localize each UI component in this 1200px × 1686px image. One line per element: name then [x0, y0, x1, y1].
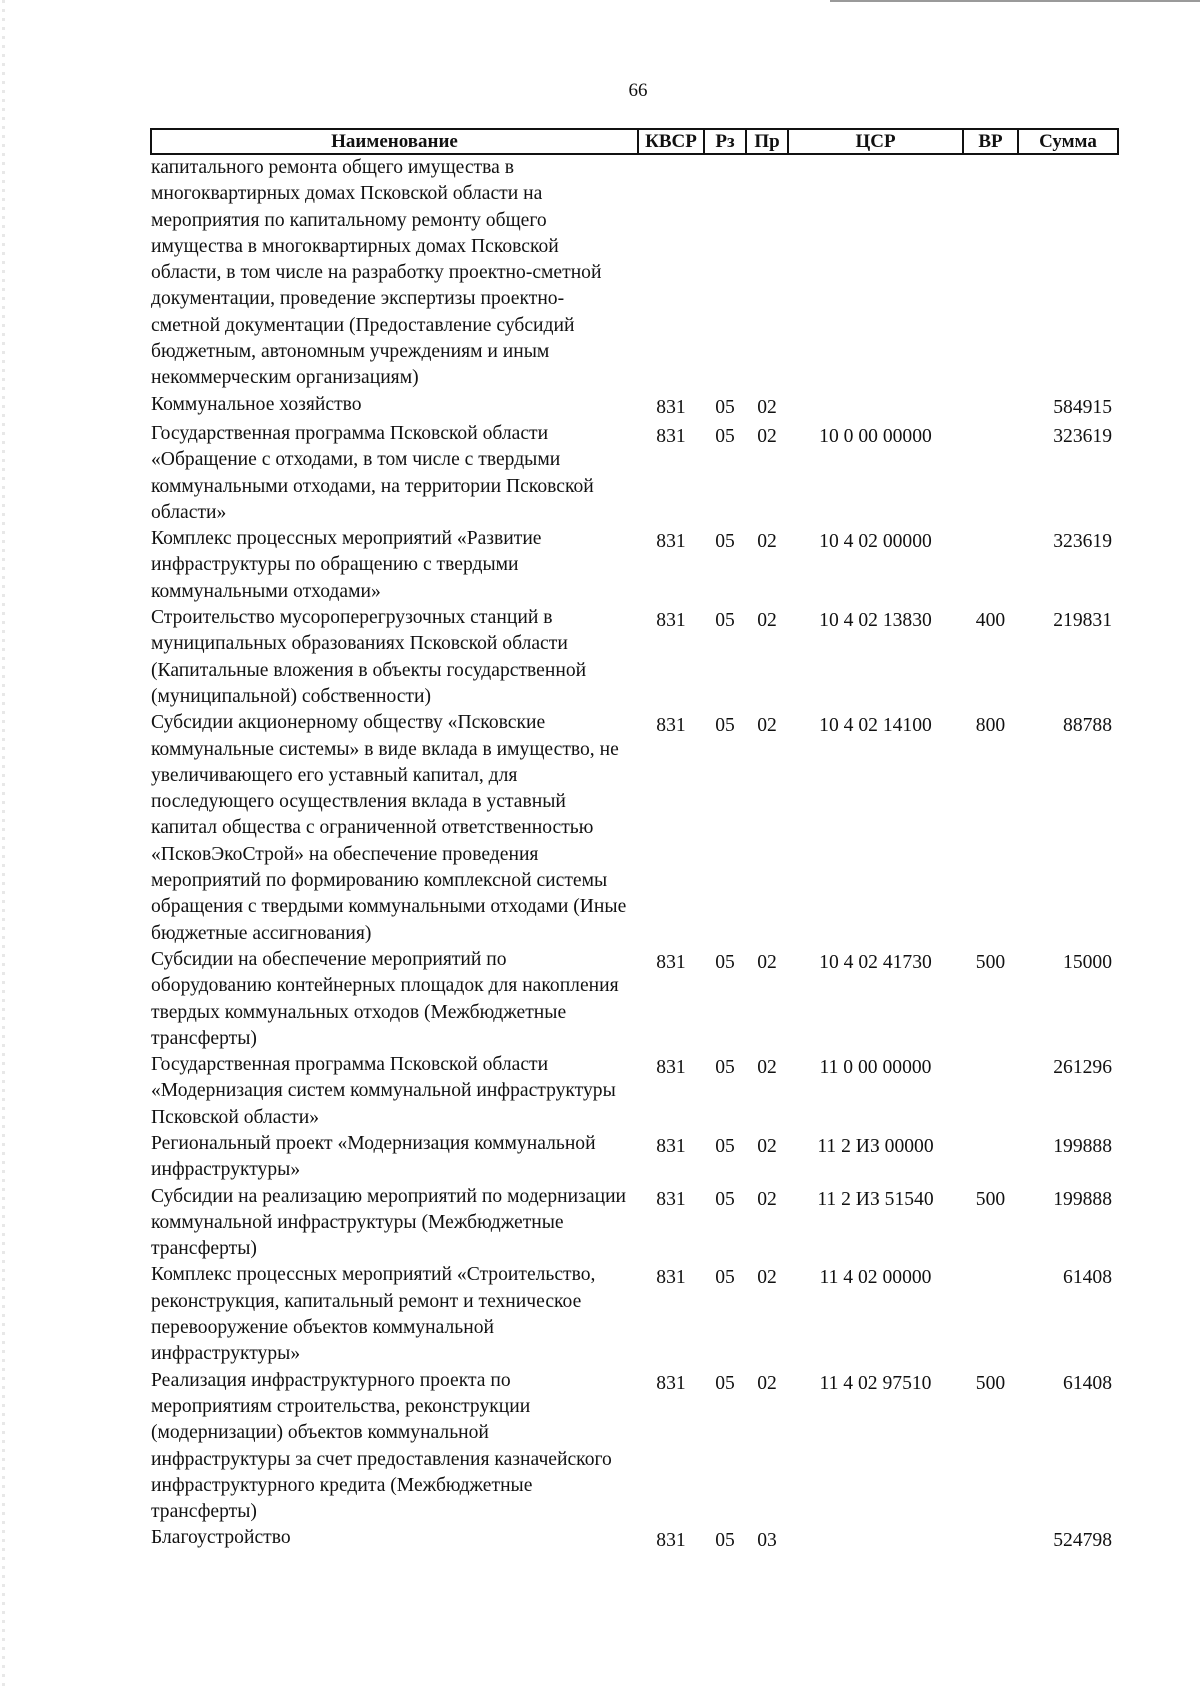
cell-sum: 524798 [1053, 1530, 1112, 1552]
cell-rz: 05 [715, 715, 735, 737]
header-vr: ВР [963, 129, 1018, 154]
cell-sum: 61408 [1063, 1372, 1112, 1394]
cell-pr: 02 [757, 1372, 777, 1394]
table-row [151, 526, 1118, 605]
cell-kvsr: 831 [656, 951, 686, 973]
cell-sum: 199888 [1053, 1188, 1112, 1210]
cell-pr: 02 [757, 1057, 777, 1079]
cell-vr: 500 [975, 1372, 1006, 1394]
cell-rz: 05 [715, 531, 735, 553]
cell-sum: 199888 [1053, 1135, 1112, 1157]
cell-vr [963, 421, 1018, 526]
cell-name: Региональный проект «Модернизация коммунальной инфраструктуры» [151, 1132, 596, 1181]
cell-csr: 11 0 00 00000 [819, 1057, 932, 1079]
cell-pr [746, 154, 788, 392]
cell-name: Субсидии акционерному обществу «Псковские коммунальные системы» в виде вклада в имущество, не увеличивающего его уставный капитал, для последующего осуществления вклада в уставный капитал общества с ограниченной ответственностью «ПсковЭкоСтрой» на обеспечение проведения мероприятий по формированию комплексной системы обращения с твердыми коммунальными отходами (Иные бюджетные ассигнования) [151, 712, 627, 944]
cell-csr: 11 4 02 00000 [819, 1267, 932, 1289]
table-row [151, 605, 1118, 710]
cell-name: Субсидии на реализацию мероприятий по модернизации коммунальной инфраструктуры (Межбюджетные трансферты) [151, 1185, 627, 1260]
scan-edge-artifact [2, 0, 5, 1686]
cell-sum: 323619 [1053, 425, 1112, 447]
cell-csr [788, 1525, 963, 1554]
cell-vr [963, 1525, 1018, 1554]
cell-sum: 15000 [1063, 951, 1112, 973]
cell-sum: 219831 [1053, 610, 1112, 632]
cell-rz: 05 [715, 1530, 735, 1552]
cell-name: Строительство мусороперегрузочных станций в муниципальных образованиях Псковской области (Капитальные вложения в объекты государственной (муниципальной) собственности) [151, 607, 587, 707]
cell-sum: 261296 [1053, 1057, 1112, 1079]
cell-csr: 10 4 02 41730 [819, 951, 932, 973]
cell-kvsr: 831 [656, 396, 686, 418]
cell-name: Субсидии на обеспечение мероприятий по оборудованию контейнерных площадок для накопления твердых коммунальных отходов (Межбюджетные трансферты) [151, 948, 619, 1049]
cell-vr: 400 [975, 610, 1006, 632]
cell-pr: 02 [757, 531, 777, 553]
cell-kvsr: 831 [656, 1188, 686, 1210]
cell-csr: 11 2 ИЗ 51540 [817, 1188, 934, 1210]
cell-name: Государственная программа Псковской области «Обращение с отходами, в том числе с твердыми коммунальными отходами, на территории Псковской области» [151, 422, 594, 523]
cell-pr: 03 [757, 1530, 777, 1552]
table-row [151, 154, 1118, 392]
table-row [151, 710, 1118, 947]
header-kvsr: КВСР [638, 129, 704, 154]
cell-name: Коммунальное хозяйство [151, 393, 362, 415]
cell-name: капитального ремонта общего имущества в многоквартирных домах Псковской области на мероприятия по капитальному ремонту общего имущества в многоквартирных домах Псковской области, в том числе на разработку проектно-сметной документации, проведение экспертизы проектно-сметной документации (Предоставление субсидий бюджетным, автономным учреждениям и иным некоммерческим организациям) [151, 157, 602, 389]
cell-vr: 800 [975, 715, 1006, 737]
cell-kvsr: 831 [656, 531, 686, 553]
table-row [151, 1131, 1118, 1184]
cell-sum: 584915 [1053, 396, 1112, 418]
header-csr: ЦСР [788, 129, 963, 154]
cell-pr: 02 [757, 425, 777, 447]
cell-name: Реализация инфраструктурного проекта по мероприятиям строительства, реконструкции (модернизации) объектов коммунальной инфраструктуры за счет предоставления казначейского инфраструктурного кредита (Межбюджетные трансферты) [151, 1369, 612, 1523]
cell-rz: 05 [715, 396, 735, 418]
cell-name: Благоустройство [151, 1527, 291, 1549]
cell-pr: 02 [757, 951, 777, 973]
cell-vr [963, 1262, 1018, 1367]
cell-csr: 10 4 02 00000 [819, 531, 932, 553]
header-name: Наименование [151, 129, 638, 154]
header-sum: Сумма [1018, 129, 1118, 154]
cell-vr [963, 1131, 1018, 1184]
cell-rz: 05 [715, 1267, 735, 1289]
table-header [151, 129, 1118, 154]
page-number: 66 [628, 80, 648, 101]
table-body [151, 154, 1118, 1555]
cell-vr: 500 [975, 951, 1006, 973]
cell-pr: 02 [757, 1135, 777, 1157]
cell-rz: 05 [715, 1372, 735, 1394]
cell-vr [963, 1052, 1018, 1131]
cell-kvsr: 831 [656, 1267, 686, 1289]
cell-pr: 02 [757, 610, 777, 632]
cell-pr: 02 [757, 396, 777, 418]
cell-csr: 10 4 02 14100 [819, 715, 932, 737]
table-row [151, 1184, 1118, 1263]
cell-vr [963, 154, 1018, 392]
cell-pr: 02 [757, 1188, 777, 1210]
cell-kvsr: 831 [656, 1057, 686, 1079]
cell-kvsr: 831 [656, 1135, 686, 1157]
cell-kvsr: 831 [656, 1372, 686, 1394]
cell-rz: 05 [715, 425, 735, 447]
cell-kvsr: 831 [656, 610, 686, 632]
table-row [151, 1052, 1118, 1131]
cell-rz: 05 [715, 1057, 735, 1079]
cell-pr: 02 [757, 1267, 777, 1289]
cell-csr: 11 2 ИЗ 00000 [817, 1135, 934, 1157]
table-row [151, 421, 1118, 526]
budget-table [150, 128, 1119, 1555]
cell-sum: 61408 [1063, 1267, 1112, 1289]
cell-sum [1018, 154, 1118, 392]
table-row [151, 1262, 1118, 1367]
cell-sum: 88788 [1063, 715, 1112, 737]
cell-vr: 500 [975, 1188, 1006, 1210]
cell-vr [963, 392, 1018, 421]
table-row [151, 392, 1118, 421]
cell-rz: 05 [715, 1188, 735, 1210]
cell-name: Комплекс процессных мероприятий «Развитие инфраструктуры по обращению с твердыми коммунальными отходами» [151, 528, 542, 602]
cell-csr: 10 4 02 13830 [819, 610, 932, 632]
cell-csr: 10 0 00 00000 [819, 425, 932, 447]
cell-sum: 323619 [1053, 531, 1112, 553]
cell-rz: 05 [715, 1135, 735, 1157]
cell-csr [788, 392, 963, 421]
cell-rz [704, 154, 746, 392]
table-row [151, 1368, 1118, 1526]
cell-pr: 02 [757, 715, 777, 737]
cell-kvsr: 831 [656, 1530, 686, 1552]
scan-top-line-artifact [830, 0, 1200, 2]
cell-kvsr [638, 154, 704, 392]
cell-csr: 11 4 02 97510 [819, 1372, 932, 1394]
cell-kvsr: 831 [656, 425, 686, 447]
header-rz: Рз [704, 129, 746, 154]
table-row [151, 1525, 1118, 1554]
cell-vr [963, 526, 1018, 605]
cell-name: Комплекс процессных мероприятий «Строительство, реконструкция, капитальный ремонт и техническое перевооружение объектов коммунальной инфраструктуры» [151, 1264, 596, 1365]
table-row [151, 947, 1118, 1052]
header-pr: Пр [746, 129, 788, 154]
cell-name: Государственная программа Псковской области «Модернизация систем коммунальной инфраструктуры Псковской области» [151, 1054, 616, 1128]
cell-csr [788, 154, 963, 392]
cell-rz: 05 [715, 951, 735, 973]
table-header-row [151, 129, 1118, 154]
cell-kvsr: 831 [656, 715, 686, 737]
cell-rz: 05 [715, 610, 735, 632]
